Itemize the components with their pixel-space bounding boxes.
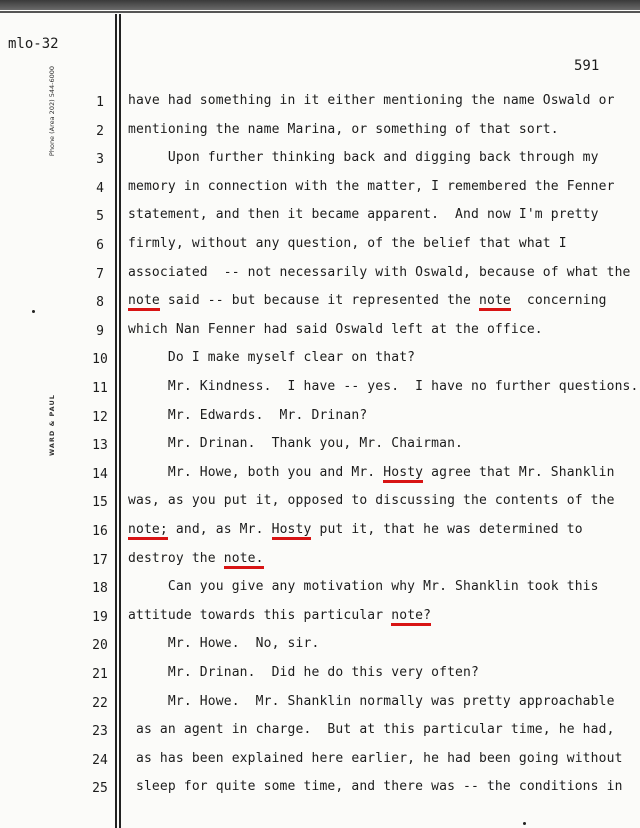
line-number: 16	[92, 524, 108, 539]
phone-label: Phone (Area 202) 544-6000	[48, 66, 56, 157]
line-segment: associated -- not necessarily with Oswald, because of what the	[128, 265, 631, 280]
transcript-line	[128, 236, 567, 251]
line-segment: agree that Mr. Shanklin	[423, 465, 615, 480]
line-number: 7	[96, 267, 104, 282]
line-number: 2	[96, 124, 104, 139]
line-number: 23	[92, 724, 108, 739]
transcript-line	[128, 207, 599, 222]
line-segment: mentioning the name Marina, or something of that sort.	[128, 122, 559, 137]
underlined-word: note;	[128, 522, 168, 540]
page-id: mlo-32	[8, 36, 59, 52]
line-segment: Do I make myself clear on that?	[128, 350, 416, 365]
transcript-line	[128, 493, 615, 508]
transcript-line	[128, 179, 615, 194]
transcript-line	[128, 694, 615, 709]
line-segment: statement, and then it became apparent. And now I'm pretty	[128, 207, 599, 222]
line-number: 9	[96, 324, 104, 339]
line-segment: Mr. Kindness. I have -- yes. I have no further questions.	[128, 379, 639, 394]
line-segment: Mr. Drinan. Thank you, Mr. Chairman.	[128, 436, 464, 451]
line-segment: attitude towards this particular	[128, 608, 392, 623]
line-number: 22	[92, 696, 108, 711]
transcript-line	[128, 579, 599, 594]
line-number: 10	[92, 352, 108, 367]
line-number: 14	[92, 467, 108, 482]
line-segment: Upon further thinking back and digging back through my	[128, 150, 599, 165]
line-segment: said -- but because it represented the	[159, 293, 479, 308]
line-number: 19	[92, 610, 108, 625]
line-segment: Can you give any motivation why Mr. Shanklin took this	[128, 579, 599, 594]
transcript-line	[128, 265, 631, 280]
line-number: 13	[92, 438, 108, 453]
line-segment: Mr. Edwards. Mr. Drinan?	[128, 408, 368, 423]
transcript-line	[128, 408, 367, 423]
margin-rule-right	[119, 14, 121, 828]
line-segment: Mr. Howe. No, sir.	[128, 636, 320, 651]
underlined-word: note.	[224, 551, 264, 569]
line-number: 8	[96, 295, 104, 310]
line-number: 11	[92, 381, 108, 396]
transcript-line	[128, 122, 559, 137]
line-number: 21	[92, 667, 108, 682]
line-segment: as an agent in charge. But at this particular time, he had,	[128, 722, 615, 737]
line-segment: sleep for quite some time, and there was -- the conditions in	[128, 779, 623, 794]
line-number: 15	[92, 495, 108, 510]
page-number: 591	[574, 58, 600, 74]
line-segment: firmly, without any question, of the belief that what I	[128, 236, 567, 251]
line-number: 24	[92, 753, 108, 768]
margin-rule-left	[115, 14, 117, 828]
line-number: 1	[96, 95, 104, 110]
underlined-word: note	[479, 293, 511, 311]
line-segment: Mr. Howe. Mr. Shanklin normally was pretty approachable	[128, 694, 615, 709]
underlined-word: Hosty	[272, 522, 312, 540]
line-segment: have had something in it either mentioning the name Oswald or	[128, 93, 615, 108]
transcript-line	[128, 93, 615, 108]
line-number: 18	[92, 581, 108, 596]
line-segment: destroy the	[128, 551, 224, 566]
transcript-line	[128, 751, 623, 766]
line-number: 20	[92, 638, 108, 653]
transcript-line	[128, 551, 264, 566]
transcript-line	[128, 722, 615, 737]
line-segment: put it, that he was determined to	[311, 522, 583, 537]
transcript-line	[128, 150, 599, 165]
line-segment: which Nan Fenner had said Oswald left at the office.	[128, 322, 543, 337]
scan-top-rule	[0, 11, 640, 13]
underlined-word: note	[128, 293, 160, 311]
line-segment: as has been explained here earlier, he had been going without	[128, 751, 623, 766]
transcript-line	[128, 665, 479, 680]
vendor-label: WARD & PAUL	[48, 394, 56, 456]
transcript-line	[128, 522, 583, 537]
transcript-line	[128, 436, 463, 451]
scan-speck	[523, 822, 526, 825]
line-number: 12	[92, 410, 108, 425]
transcript-line	[128, 465, 615, 480]
transcript-line	[128, 379, 639, 394]
line-segment: was, as you put it, opposed to discussing the contents of the	[128, 493, 615, 508]
transcript-line	[128, 350, 415, 365]
transcript-line	[128, 322, 543, 337]
line-number: 6	[96, 238, 104, 253]
line-number: 17	[92, 553, 108, 568]
line-segment: and, as Mr.	[167, 522, 272, 537]
line-segment: Mr. Howe, both you and Mr.	[128, 465, 384, 480]
line-segment: memory in connection with the matter, I remembered the Fenner	[128, 179, 615, 194]
transcript-line	[128, 293, 607, 308]
line-segment: Mr. Drinan. Did he do this very often?	[128, 665, 479, 680]
line-number: 25	[92, 781, 108, 796]
line-number: 3	[96, 152, 104, 167]
transcript-line	[128, 636, 319, 651]
scan-speck	[32, 310, 35, 313]
line-segment: concerning	[510, 293, 607, 308]
scan-top-border	[0, 0, 640, 10]
underlined-word: note?	[391, 608, 431, 626]
line-number: 4	[96, 181, 104, 196]
transcript-line	[128, 779, 623, 794]
line-number: 5	[96, 209, 104, 224]
underlined-word: Hosty	[383, 465, 423, 483]
transcript-line	[128, 608, 431, 623]
